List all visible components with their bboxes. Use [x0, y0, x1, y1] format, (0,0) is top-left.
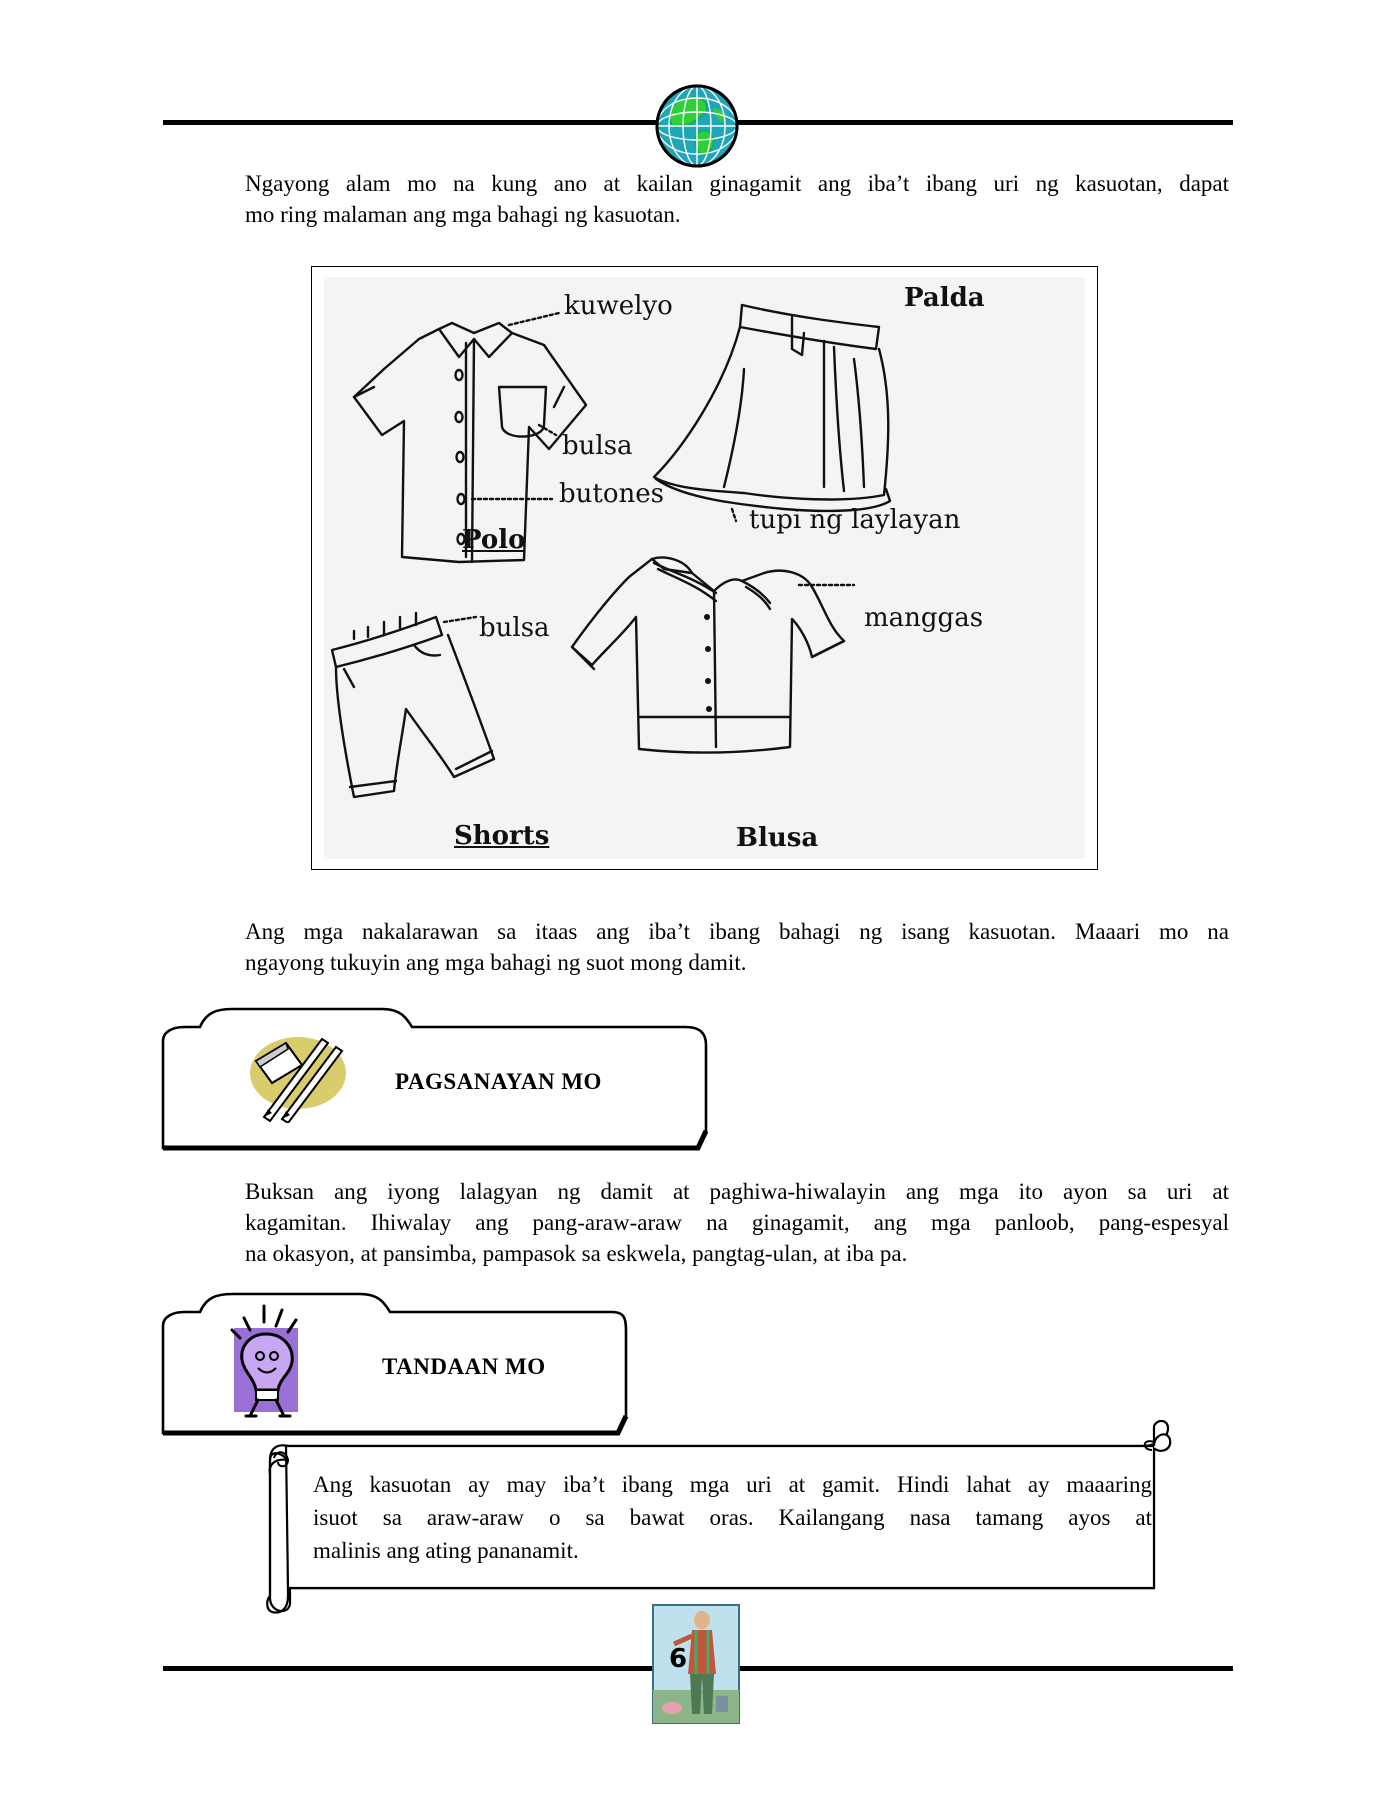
shorts-drawing — [332, 613, 494, 797]
after-figure-line-2: ngayong tukuyin ang mga bahagi ng suot mong damit. — [245, 950, 747, 975]
page-number: 6 — [668, 1644, 688, 1674]
label-polo: Polo — [462, 525, 526, 555]
practice-line-2: kagamitan. Ihiwalay ang pang-araw-araw na ginagamit, ang mga panloob, pang-espesyal — [245, 1210, 1229, 1235]
after-figure-line-1: Ang mga nakalarawan sa itaas ang iba’t ibang bahagi ng isang kasuotan. Maaari mo na — [245, 919, 1229, 944]
intro-line-2: mo ring malaman ang mga bahagi ng kasuotan. — [245, 202, 681, 227]
header-rule-left — [163, 120, 658, 125]
label-kuwelyo: kuwelyo — [564, 291, 673, 321]
pencil-eraser-icon — [242, 1023, 352, 1123]
globe-icon — [653, 82, 741, 170]
practice-section-title: PAGSANAYAN MO — [395, 1069, 602, 1094]
lightbulb-icon — [222, 1300, 312, 1424]
clothing-parts-figure — [311, 266, 1098, 870]
label-shorts: Shorts — [454, 821, 550, 851]
figure-background — [324, 277, 1085, 859]
remember-section-title: TANDAAN MO — [382, 1354, 546, 1379]
practice-line-3: na okasyon, at pansimba, pampasok sa eskwela, pangtag-ulan, at iba pa. — [245, 1241, 908, 1266]
label-shorts-bulsa: bulsa — [479, 613, 550, 643]
blouse-drawing — [572, 558, 854, 753]
label-palda: Palda — [904, 283, 985, 313]
intro-line-1: Ngayong alam mo na kung ano at kailan ginagamit ang iba’t ibang uri ng kasuotan, dapat — [245, 171, 1229, 196]
footer-rule-left — [163, 1666, 656, 1671]
remember-line-2: isuot sa araw-araw o sa bawat oras. Kailangang nasa tamang ayos at — [313, 1505, 1152, 1530]
practice-line-1: Buksan ang iyong lalagyan ng damit at paghiwa-hiwalayin ang mga ito ayon sa uri at — [245, 1179, 1229, 1204]
clothing-drawings — [324, 277, 1085, 859]
label-polo-bulsa: bulsa — [562, 431, 633, 461]
skirt-drawing — [654, 305, 890, 521]
polo-buttons — [456, 370, 465, 544]
header-rule-right — [738, 120, 1233, 125]
label-tupi-ng-laylayan: tupi ng laylayan — [749, 505, 961, 535]
remember-line-3: malinis ang ating pananamit. — [313, 1538, 579, 1563]
blouse-buttons — [704, 614, 712, 712]
remember-text — [313, 1468, 1152, 1567]
footer-rule-right — [738, 1666, 1233, 1671]
label-butones: butones — [559, 479, 664, 509]
label-manggas: manggas — [864, 603, 984, 633]
label-blusa: Blusa — [736, 823, 819, 853]
remember-line-1: Ang kasuotan ay may iba’t ibang mga uri at gamit. Hindi lahat ay maaaring — [313, 1472, 1152, 1497]
